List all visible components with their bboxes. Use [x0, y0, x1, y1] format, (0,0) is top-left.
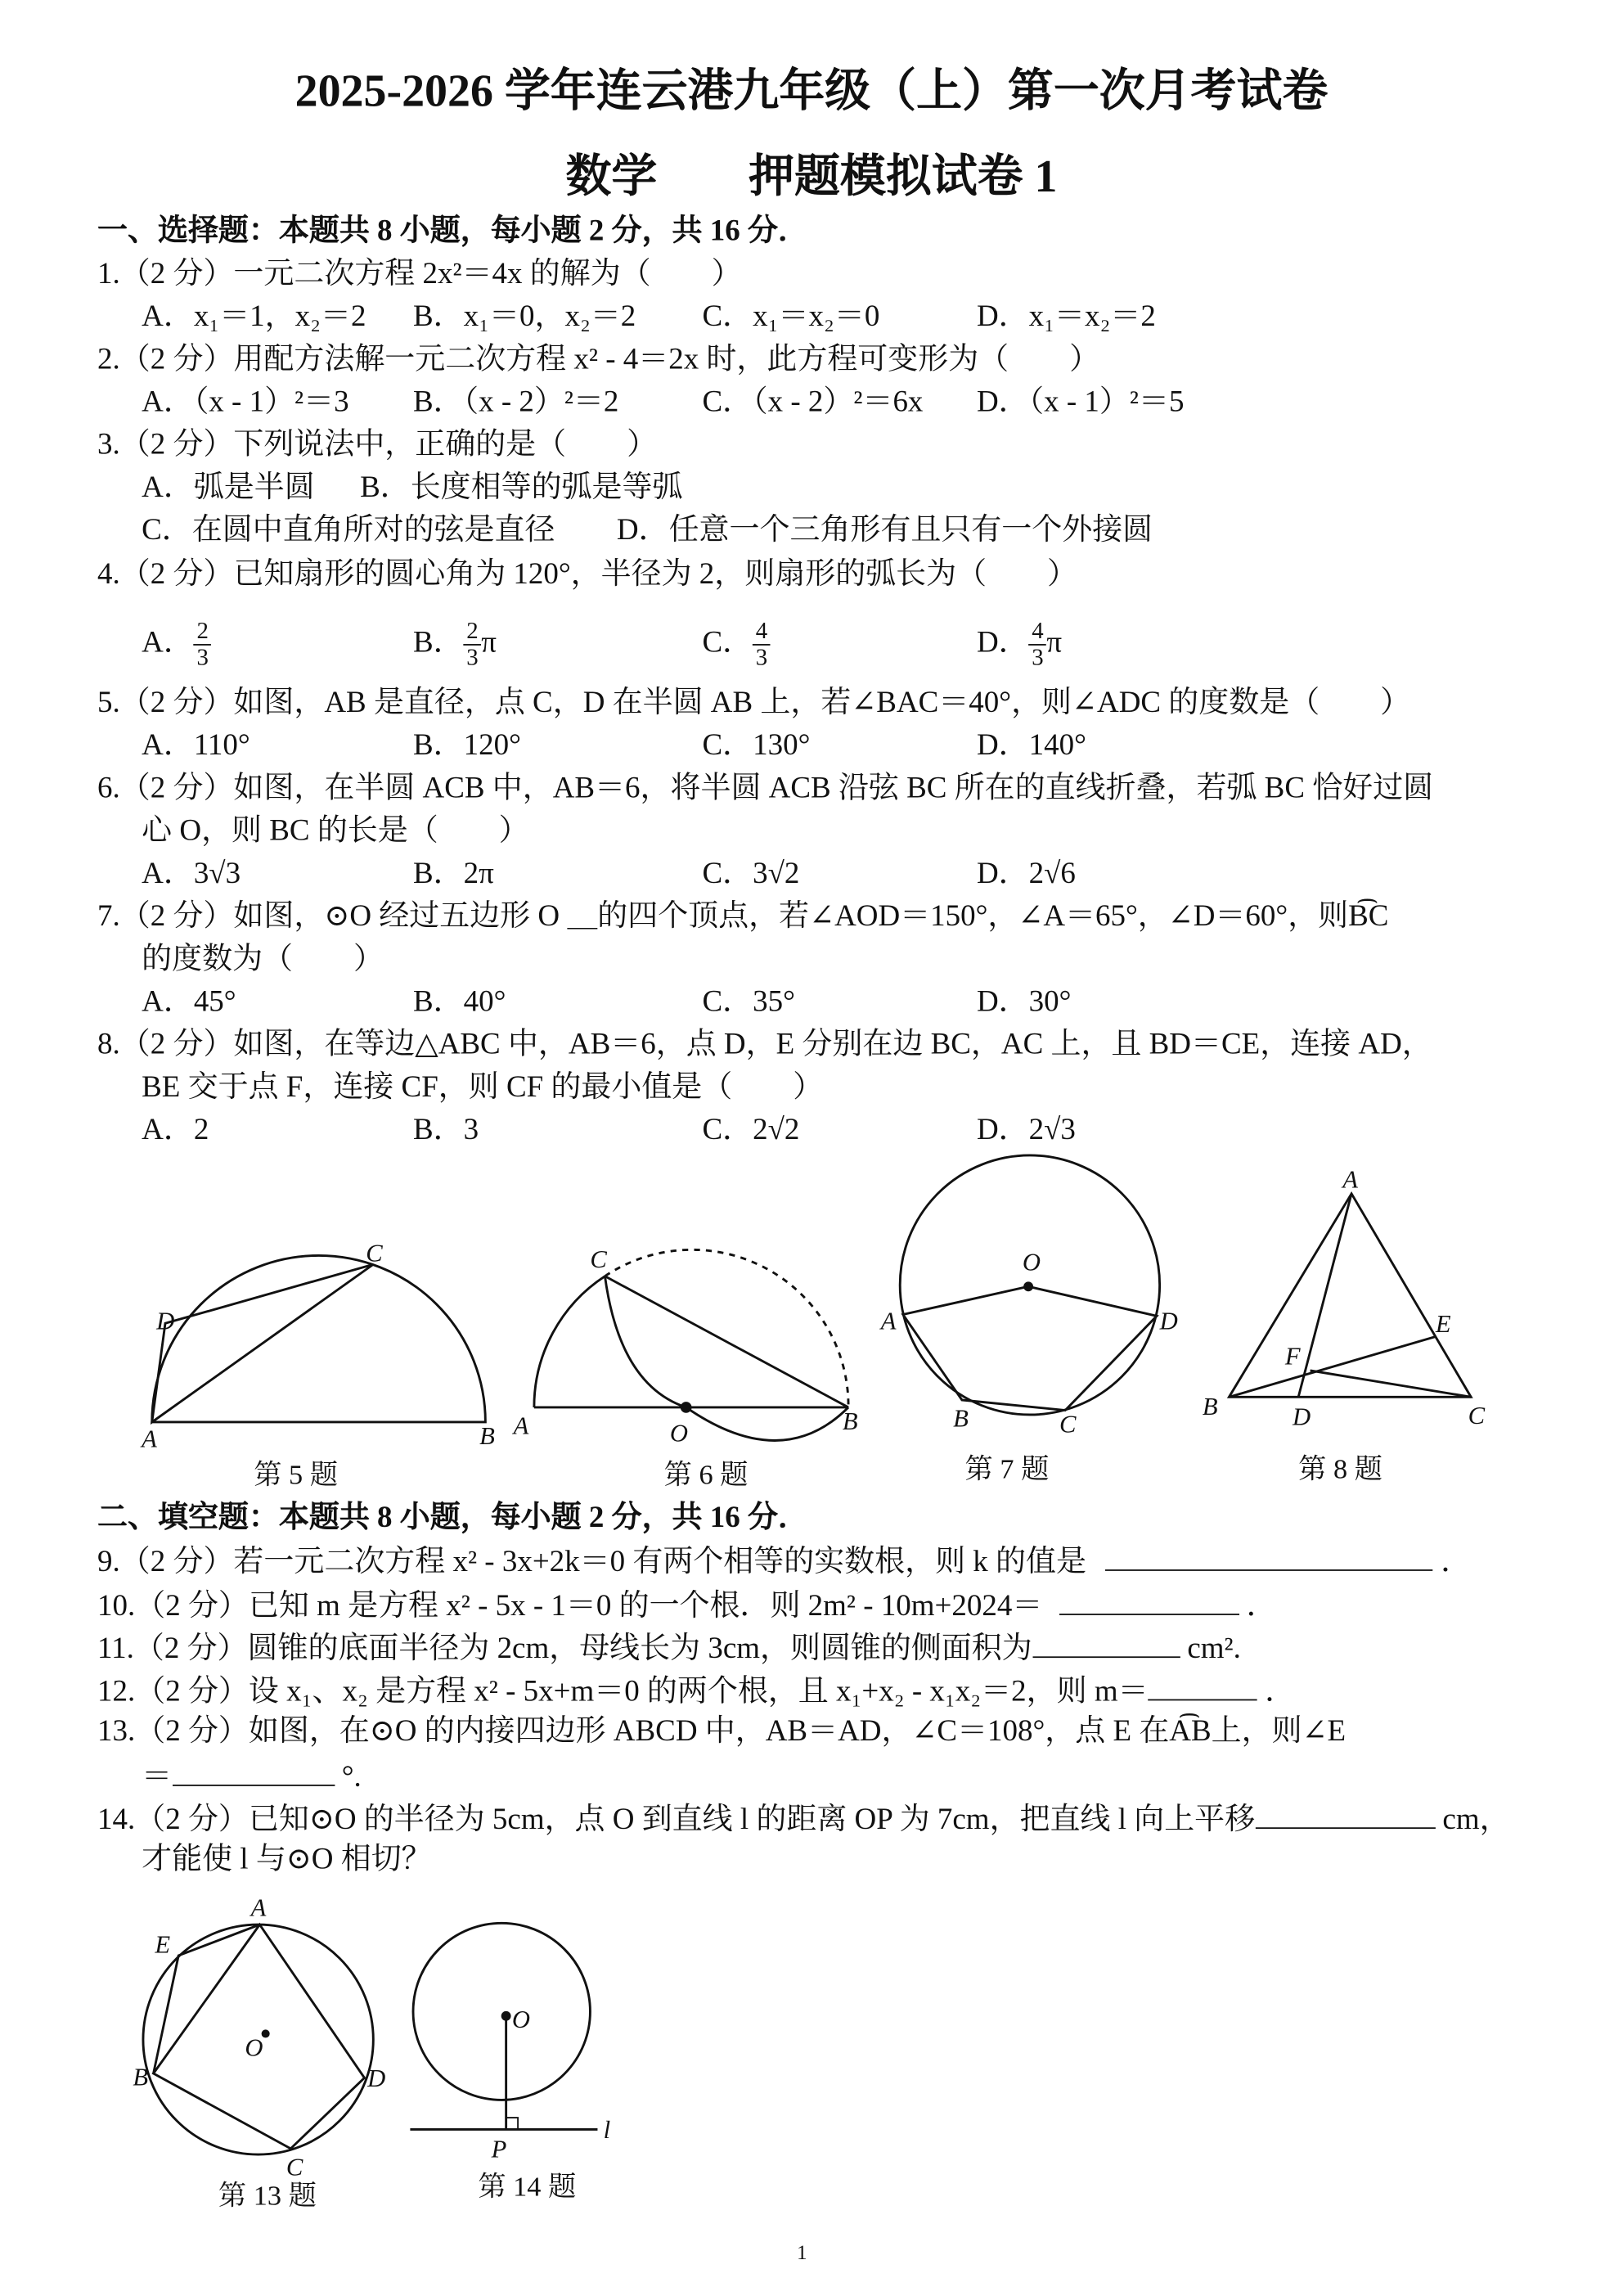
figure-q8 — [1203, 1166, 1486, 1485]
caption-q13: 第 13 题 — [218, 2180, 317, 2212]
question-11-stem: 11.（2 分）圆锥的底面半径为 2cm，母线长为 3cm，则圆锥的侧面积为 — [97, 1632, 1032, 1666]
option-c: C．35° — [702, 985, 795, 1019]
option-letter: C． — [702, 626, 753, 660]
arc-solid — [534, 1276, 605, 1407]
circle — [413, 1923, 590, 2100]
section-heading-choice: 一、选择题：本题共 8 小题，每小题 2 分，共 16 分． — [97, 214, 808, 248]
option-b: B．2π — [413, 858, 494, 890]
option-a: A．弧是半圆 — [142, 471, 315, 504]
figure-q6 — [512, 1245, 858, 1491]
option-d: D．30° — [976, 985, 1072, 1019]
label-a: A — [1342, 1165, 1359, 1194]
question-14 — [97, 1798, 1510, 1839]
denominator: 3 — [1032, 645, 1044, 671]
figure-q5 — [140, 1240, 495, 1491]
label-o: O — [511, 2006, 530, 2034]
numerator: 2 — [464, 619, 482, 645]
label-b: B — [1202, 1392, 1218, 1420]
arc-dashed — [605, 1249, 848, 1407]
question-7-stem: 7.（2 分）如图，⊙O 经过五边形 O ＿的四个顶点，若∠AOD＝150°，∠A＝65°，∠D＝60°，则B͡C — [97, 900, 1389, 934]
pi-symbol: π — [481, 626, 497, 660]
label-b: B — [842, 1407, 858, 1435]
center-o — [263, 2031, 268, 2037]
option-c: C．2√2 — [702, 1114, 800, 1147]
label-a: A — [250, 1893, 267, 1922]
option-b: B．长度相等的弧是等弧 — [360, 471, 683, 504]
option-d: D．（x - 1）²＝5 — [976, 385, 1185, 419]
option-c: C．130° — [702, 729, 811, 763]
question-1-stem: 1.（2 分）一元二次方程 2x²＝4x 的解为（ ） — [97, 258, 742, 290]
answer-blank[interactable] — [1059, 1584, 1239, 1615]
option-c: C．（x - 2）²＝6x — [702, 385, 924, 419]
option-b: B．x₁＝0，x₂＝2 — [413, 300, 636, 334]
option-d: D．x₁＝x₂＝2 — [976, 300, 1156, 334]
label-l: l — [603, 2116, 611, 2145]
answer-blank[interactable] — [1255, 1798, 1435, 1829]
question-6-stem: 6.（2 分）如图，在半圆 ACB 中，AB＝6，将半圆 ACB 沿弦 BC 所在的直线折叠，若弧 BC 恰好过圆 — [97, 772, 1434, 805]
exam-title: 2025-2026 学年连云港九年级（上）第一次月考试卷 — [294, 65, 1329, 117]
answer-blank[interactable] — [172, 1755, 334, 1786]
center-o — [502, 2012, 510, 2019]
option-a: A．（x - 1）²＝3 — [142, 385, 349, 419]
label-b: B — [133, 2063, 149, 2091]
label-f: F — [1284, 1342, 1301, 1371]
question-13-stem: 13.（2 分）如图，在⊙O 的内接四边形 ABCD 中，AB＝AD，∠C＝108°，点 E 在A͡B上，则∠E — [97, 1715, 1347, 1748]
pentagon — [903, 1286, 1157, 1410]
numerator: 4 — [753, 619, 771, 645]
unit: cm². — [1187, 1632, 1241, 1666]
label-c: C — [590, 1245, 607, 1273]
question-2-stem: 2.（2 分）用配方法解一元二次方程 x² - 4＝2x 时，此方程可变形为（ ） — [97, 343, 1100, 376]
center-o — [1025, 1283, 1032, 1290]
option-a: A．3√3 — [142, 858, 241, 890]
equals: ＝ — [142, 1761, 173, 1794]
label-c: C — [1468, 1401, 1486, 1429]
caption-q5: 第 5 题 — [254, 1459, 338, 1491]
answer-blank[interactable] — [1149, 1670, 1257, 1701]
option-letter: D． — [976, 626, 1029, 660]
label-e: E — [155, 1930, 171, 1959]
figure-q7 — [879, 1155, 1178, 1484]
question-9-stem: 9.（2 分）若一元二次方程 x² - 3x+2k＝0 有两个相等的实数根，则 k 的值是 — [97, 1546, 1086, 1578]
label-a: A — [142, 1425, 157, 1453]
question-12-stem: 12.（2 分）设 x₁、x₂ 是方程 x² - 5x+m＝0 的两个根，且 x₁+x₂ - x₁x₂＝2，则 m＝ — [97, 1675, 1149, 1708]
question-6-stem-cont: 心 O，则 BC 的长是（ ） — [142, 814, 529, 848]
question-10-stem: 10.（2 分）已知 m 是方程 x² - 5x - 1＝0 的一个根．则 2m² - 10m+2024＝ — [97, 1590, 1043, 1623]
option-b: B．（x - 2）²＝2 — [413, 385, 619, 419]
option-c: C．x₁＝x₂＝0 — [702, 300, 880, 334]
label-c: C — [1059, 1410, 1077, 1438]
label-c: C — [285, 2153, 303, 2181]
option-d: D．2√6 — [976, 858, 1076, 890]
unit: cm， — [1442, 1803, 1510, 1837]
option-b: B．40° — [413, 985, 506, 1019]
numerator: 2 — [194, 619, 212, 645]
chords — [152, 1264, 374, 1422]
option-d: D．2√3 — [976, 1114, 1076, 1147]
question-12 — [97, 1670, 1295, 1711]
denominator: 3 — [466, 645, 479, 671]
option-d: D．任意一个三角形有且只有一个外接圆 — [616, 514, 1153, 547]
exam-subtitle: 数学 押题模拟试卷 1 — [565, 150, 1058, 202]
question-13-cont — [142, 1755, 362, 1796]
pi-symbol: π — [1046, 626, 1063, 660]
option-c: C．3√2 — [702, 858, 800, 890]
option-a: A．2 — [142, 1114, 209, 1147]
denominator: 3 — [755, 645, 768, 671]
degree-unit: °. — [341, 1761, 362, 1794]
label-o: O — [1022, 1248, 1041, 1276]
question-5-stem: 5.（2 分）如图，AB 是直径，点 C，D 在半圆 AB 上，若∠BAC＝40°，则∠ADC 的度数是（ ） — [97, 687, 1411, 719]
question-14-stem: 14.（2 分）已知⊙O 的半径为 5cm，点 O 到直线 l 的距离 OP 为 7cm，把直线 l 向上平移 — [97, 1803, 1256, 1837]
triangle-abc — [1229, 1194, 1471, 1398]
option-c: C．在圆中直角所对的弦是直径 — [142, 514, 555, 547]
option-letter: A． — [142, 626, 194, 660]
figure-q13 — [133, 1893, 385, 2211]
option-b: B．120° — [413, 729, 521, 763]
question-14-cont: 才能使 l 与⊙O 相切？ — [142, 1844, 432, 1876]
caption-q7: 第 7 题 — [964, 1453, 1050, 1485]
punctuation: ． — [1246, 1590, 1277, 1623]
label-a: A — [880, 1307, 897, 1335]
caption-q8: 第 8 题 — [1298, 1453, 1382, 1485]
label-d: D — [1292, 1402, 1311, 1431]
punctuation: ． — [1441, 1546, 1472, 1578]
label-o: O — [669, 1419, 688, 1447]
answer-blank[interactable] — [1032, 1627, 1180, 1658]
segment-ad — [1298, 1194, 1351, 1398]
option-a: A．x₁＝1，x₂＝2 — [142, 300, 366, 334]
label-b: B — [479, 1421, 495, 1450]
denominator: 3 — [196, 645, 209, 671]
option-b: B．3 — [413, 1114, 479, 1147]
figure-q14 — [410, 1923, 610, 2202]
section-heading-fill: 二、填空题：本题共 8 小题，每小题 2 分，共 16 分． — [97, 1501, 808, 1534]
label-c: C — [366, 1239, 383, 1267]
segment-cf — [1311, 1371, 1472, 1397]
label-d: D — [156, 1307, 175, 1335]
option-a: A．45° — [142, 985, 236, 1019]
caption-q14: 第 14 题 — [478, 2171, 577, 2203]
page-number: 1 — [796, 2243, 807, 2266]
question-8-stem: 8.（2 分）如图，在等边△ABC 中，AB＝6，点 D，E 分别在边 BC，AC 上，且 BD＝CE，连接 AD， — [97, 1029, 1432, 1061]
punctuation: ． — [1265, 1675, 1296, 1708]
label-o: O — [245, 2033, 263, 2062]
caption-q6: 第 6 题 — [663, 1459, 749, 1491]
answer-blank[interactable] — [1106, 1540, 1433, 1571]
right-angle-mark — [506, 2118, 518, 2129]
question-10 — [97, 1584, 1277, 1625]
label-b: B — [953, 1404, 969, 1433]
option-d: D．140° — [976, 729, 1086, 763]
folded-arc — [605, 1276, 848, 1441]
option-a: A．110° — [142, 729, 250, 763]
question-11 — [97, 1627, 1241, 1668]
question-9 — [97, 1540, 1471, 1581]
chord-bc — [605, 1276, 848, 1407]
label-a: A — [513, 1411, 529, 1440]
question-7-stem-cont: 的度数为（ ） — [142, 943, 384, 976]
label-d: D — [1159, 1307, 1178, 1335]
label-p: P — [491, 2135, 507, 2163]
question-4-stem: 4.（2 分）已知扇形的圆心角为 120°，半径为 2，则扇形的弧长为（ ） — [97, 558, 1077, 592]
numerator: 4 — [1029, 619, 1047, 645]
label-e: E — [1435, 1310, 1451, 1339]
question-8-stem-cont: BE 交于点 F，连接 CF，则 CF 的最小值是（ ） — [142, 1071, 824, 1104]
label-d: D — [367, 2064, 386, 2093]
center-o — [681, 1403, 690, 1412]
question-3-stem: 3.（2 分）下列说法中，正确的是（ ） — [97, 429, 658, 461]
option-letter: B． — [413, 626, 464, 660]
